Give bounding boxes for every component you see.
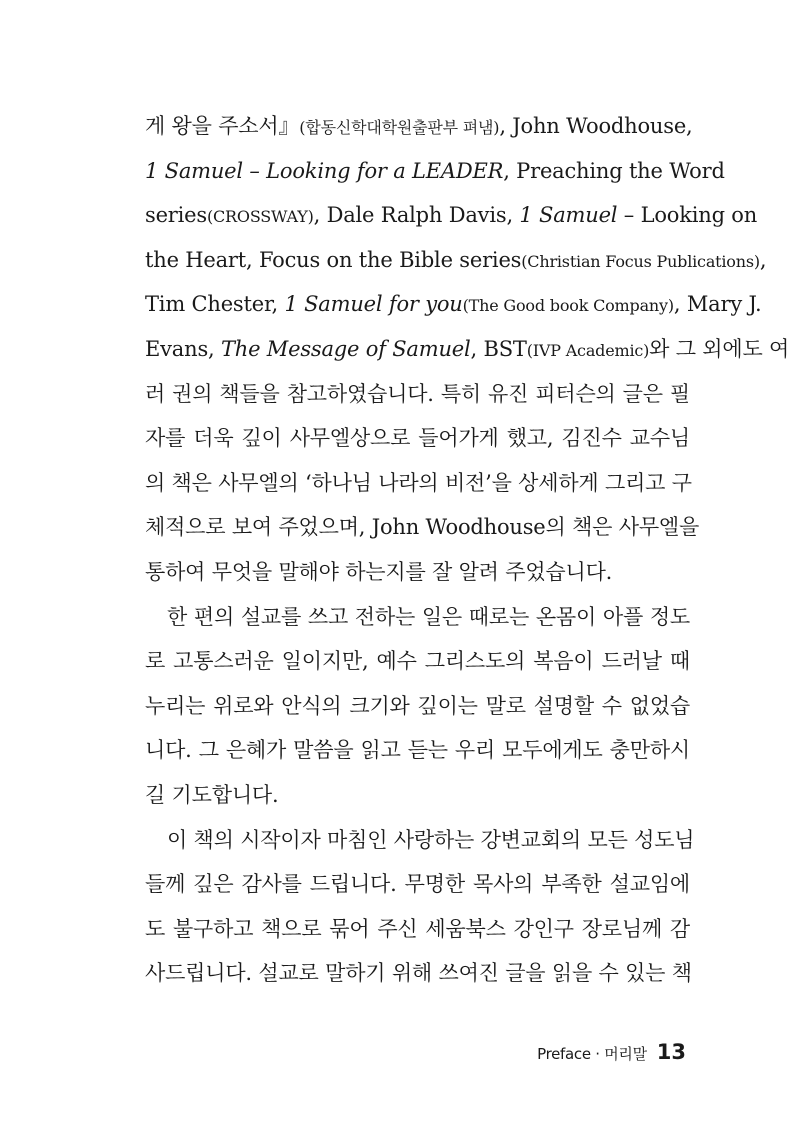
book-title: 1 Samuel [519,203,618,228]
text-span: Tim Chester, [145,292,285,317]
text-line-8: 자를 더욱 깊이 사무엘상으로 들어가게 했고, 김진수 교수님 [145,426,690,451]
text-span: , BST [470,336,527,361]
text-line-19: 도 불구하고 책으로 묶어 주신 세움북스 강인구 장로님께 감 [145,916,690,941]
text-line-15: 니다. 그 은혜가 말씀을 읽고 듣는 우리 모두에게도 충만하시 [145,738,690,763]
text-span: , Mary J. [673,292,762,317]
book-title: The Message of Samuel [220,336,471,361]
text-span: , Dale Ralph Davis, [313,203,520,228]
text-line-2 [145,149,725,194]
text-span: , Preaching the Word [503,158,725,183]
book-title: 1 Samuel for you [284,292,463,317]
text-span: – Looking on [617,203,758,228]
text-line-11: 통하여 무엇을 말해야 하는지를 잘 알려 주었습니다. [145,559,613,584]
running-footer-label: Preface · 머리말 [537,1045,647,1063]
text-line-7: 러 권의 책들을 참고하였습니다. 특히 유진 피터슨의 글은 필 [145,381,690,406]
text-span: 게 왕을 주소서』 [145,114,300,138]
text-line-10: 체적으로 보여 주었으며, John Woodhouse의 책은 사무엘을 [145,515,700,540]
publisher-note: (Christian Focus Publications) [521,251,760,271]
page-footer [537,1040,686,1064]
text-line-4 [145,238,767,283]
text-span: Evans, [145,336,221,361]
text-span: the Heart, Focus on the Bible series [145,247,522,272]
publisher-note: (The Good book Company) [462,296,674,316]
text-span: series [145,203,207,228]
text-line-3 [145,193,758,238]
text-line-5 [145,282,762,327]
publisher-note: (합동신학대학원출판부 펴냄) [299,118,500,137]
text-span: 와 그 외에도 여 [649,336,790,361]
text-span: , [759,247,767,272]
publisher-note: (IVP Academic) [526,340,650,360]
body-text [145,104,790,996]
publisher-note: (CROSSWAY) [206,207,314,227]
text-line-12: 한 편의 설교를 쓰고 전하는 일은 때로는 온몸이 아플 정도 [167,604,690,629]
text-line-20: 사드립니다. 설교로 말하기 위해 쓰여진 글을 읽을 수 있는 책 [145,961,692,986]
page-number: 13 [656,1040,686,1064]
text-line-6 [145,327,790,372]
text-line-16: 길 기도합니다. [145,782,279,807]
text-line-9: 의 책은 사무엘의 ‘하나님 나라의 비전’을 상세하게 그리고 구 [145,470,692,495]
text-line-13: 로 고통스러운 일이지만, 예수 그리스도의 복음이 드러날 때 [145,649,690,674]
text-line-14: 누리는 위로와 안식의 크기와 깊이는 말로 설명할 수 없었습 [145,693,690,718]
text-line-18: 들께 깊은 감사를 드립니다. 무명한 목사의 부족한 설교임에 [145,872,690,897]
text-span: , John Woodhouse, [499,114,693,138]
book-title: 1 Samuel – Looking for a LEADER [145,158,504,183]
text-line-17: 이 책의 시작이자 마침인 사랑하는 강변교회의 모든 성도님 [167,827,695,852]
text-line-1 [145,104,693,149]
